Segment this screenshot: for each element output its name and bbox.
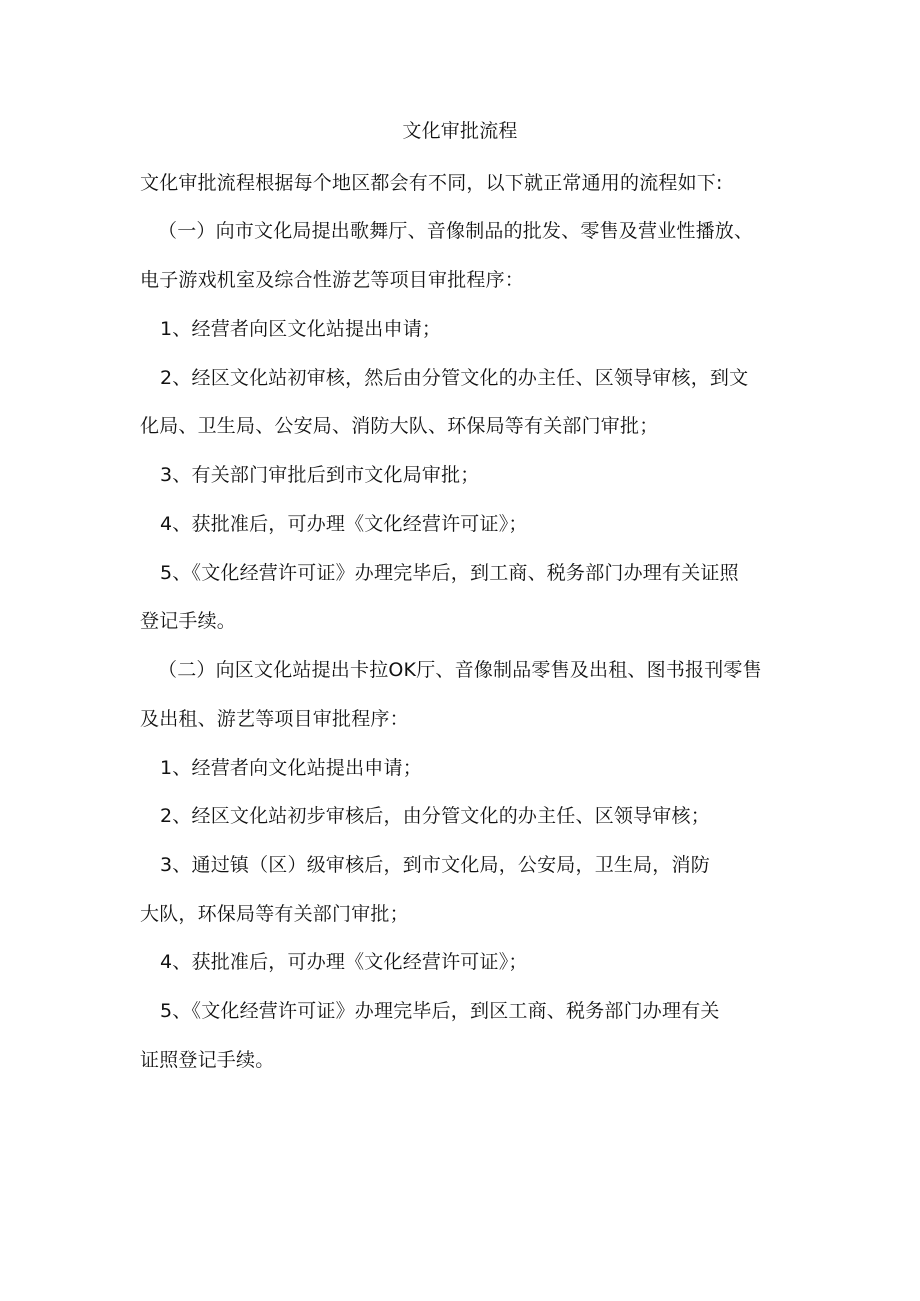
section1-step1: 1、经营者向区文化站提出申请； xyxy=(160,318,442,340)
section2-heading-line1: （二）向区文化站提出卡拉OK厅、音像制品零售及出租、图书报刊零售 xyxy=(158,659,762,681)
section1-step5-line2: 登记手续。 xyxy=(140,610,237,632)
section1-step2-line2: 化局、卫生局、公安局、消防大队、环保局等有关部门审批； xyxy=(140,415,659,437)
section2-step5-line2: 证照登记手续。 xyxy=(140,1049,275,1071)
section1-heading-line1: （一）向市文化局提出歌舞厅、音像制品的批发、零售及营业性播放、 xyxy=(158,220,754,242)
section1-step4: 4、获批准后，可办理《文化经营许可证》； xyxy=(160,513,528,535)
section1-heading-line2: 电子游戏机室及综合性游艺等项目审批程序： xyxy=(140,269,525,291)
section2-step3-line1: 3、通过镇（区）级审核后，到市文化局，公安局，卫生局，消防 xyxy=(160,854,710,876)
section2-step3-line2: 大队，环保局等有关部门审批； xyxy=(140,903,409,925)
section2-step5-line1: 5、《文化经营许可证》办理完毕后，到区工商、税务部门办理有关 xyxy=(160,1000,720,1022)
section2-step1: 1、经营者向文化站提出申请； xyxy=(160,757,422,779)
intro-paragraph: 文化审批流程根据每个地区都会有不同，以下就正常通用的流程如下: xyxy=(140,172,723,194)
section2-step2: 2、经区文化站初步审核后，由分管文化的办主任、区领导审核； xyxy=(160,805,710,827)
section2-heading-line2: 及出租、游艺等项目审批程序： xyxy=(140,708,409,730)
section2-step4: 4、获批准后，可办理《文化经营许可证》； xyxy=(160,951,528,973)
section1-step2-line1: 2、经区文化站初审核，然后由分管文化的办主任、区领导审核，到文 xyxy=(160,367,749,389)
section1-step3: 3、有关部门审批后到市文化局审批； xyxy=(160,464,480,486)
page-title: 文化审批流程 xyxy=(402,120,518,142)
section1-step5-line1: 5、《文化经营许可证》办理完毕后，到工商、税务部门办理有关证照 xyxy=(160,562,739,584)
